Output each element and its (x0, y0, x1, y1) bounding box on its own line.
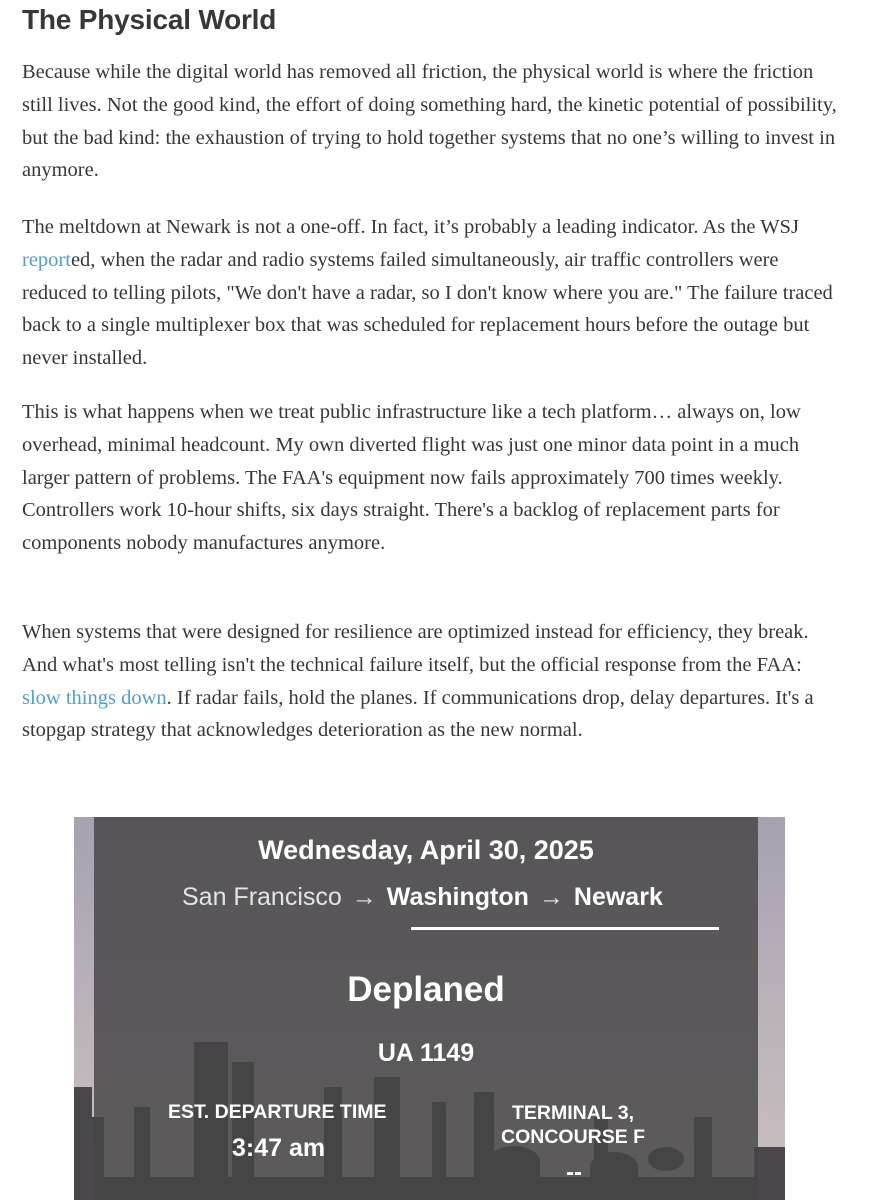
flight-route (182, 883, 663, 912)
flight-status-image (74, 817, 785, 1200)
paragraph-newark-text-1: The meltdown at Newark is not a one-off. In fact, it’s probably a leading indicator. As the WSJ (22, 216, 799, 238)
arrow-right-icon: → (351, 883, 377, 911)
route-stop[interactable]: Washington (386, 883, 529, 911)
paragraph-resilience-text-2: . If radar fails, hold the planes. If communications drop, delay departures. It's a stopgap strategy that acknowledges deterioration as the new normal. (22, 686, 814, 742)
paragraph-infrastructure: This is what happens when we treat public infrastructure like a tech platform… always on, low overhead, minimal headcount. My own diverted flight was just one minor data point in a much larger pattern of problems. The FAA's equipment now fails approximately 700 times weekly. Controllers work 10-hour shifts, six days straight. There's a backlog of replacement parts for components nobody manufactures anymore. (22, 401, 801, 555)
slow-things-down-link[interactable]: slow things down (22, 686, 167, 709)
flight-number: UA 1149 (377, 1039, 475, 1067)
arrow-right-icon: → (538, 883, 564, 911)
paragraph-resilience (22, 616, 837, 747)
terminal-line: TERMINAL 3, (512, 1102, 635, 1124)
wsj-report-link[interactable]: report (22, 248, 71, 271)
departure-time: 3:47 am (232, 1134, 326, 1162)
flight-status: Deplaned (347, 970, 505, 1009)
departure-time-label: EST. DEPARTURE TIME (168, 1101, 387, 1123)
concourse-line: CONCOURSE F (501, 1126, 646, 1148)
flight-status-card (94, 817, 758, 1200)
gate-value: -- (566, 1159, 582, 1186)
section-title: The Physical World (22, 4, 277, 35)
terminal-info (501, 1101, 645, 1149)
route-origin: San Francisco (182, 883, 342, 911)
route-destination: Newark (573, 883, 663, 911)
paragraph-friction: Because while the digital world has removed all friction, the physical world is where the friction still lives. Not the good kind, the effort of doing something hard, the kinetic potential of possibility, but the bad kind: the exhaustion of trying to hold together systems that no one’s willing to invest in anymore. (22, 61, 837, 182)
paragraph-newark-text-2: ed, when the radar and radio systems failed simultaneously, air traffic controllers were reduced to telling pilots, "We don't have a radar, so I don't know where you are." The failure traced back to a single multiplexer box that was scheduled for replacement hours before the outage but never installed. (22, 248, 833, 370)
paragraph-resilience-text-1: When systems that were designed for resilience are optimized instead for efficiency, they break. And what's most telling isn't the technical failure itself, but the official response from the FAA: (22, 621, 809, 676)
selected-leg-underline (411, 927, 719, 930)
flight-date: Wednesday, April 30, 2025 (258, 835, 594, 865)
paragraph-newark (22, 211, 837, 375)
